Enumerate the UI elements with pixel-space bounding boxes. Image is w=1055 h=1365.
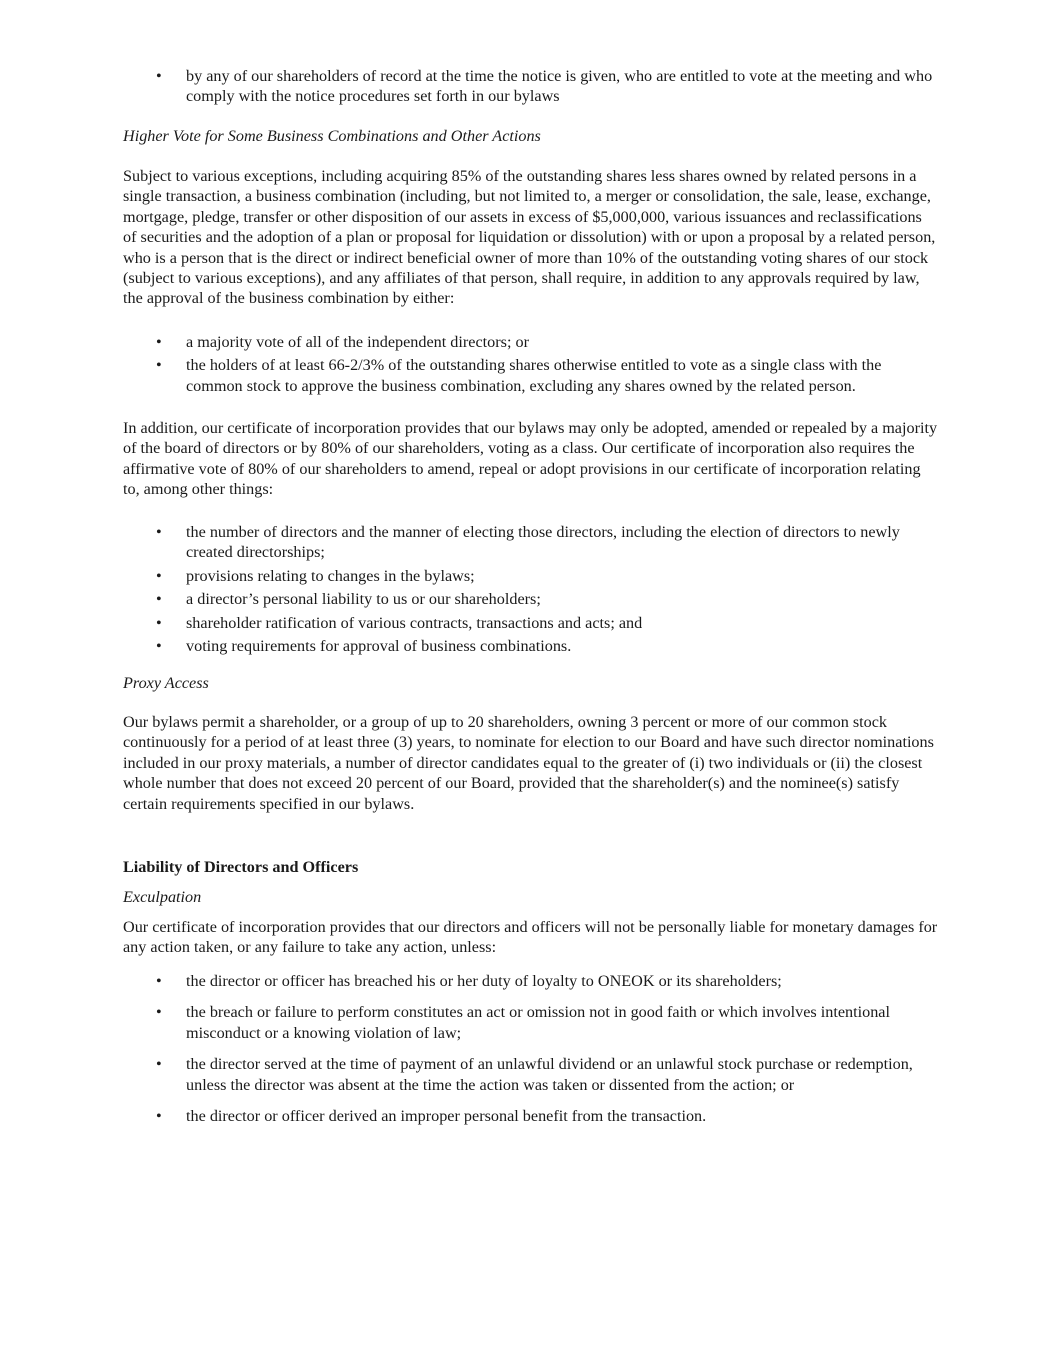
list-item — [123, 66, 938, 107]
proxy-access-paragraph: Our bylaws permit a shareholder, or a group of up to 20 shareholders, owning 3 percent or more of our common stock continuously for a period of at least three (3) years, to nominate for election to our Board and have such director nominations included in our proxy materials, a number of director candidates equal to the greater of (i) two individuals or (ii) the closest whole number that does not exceed 20 percent of our Board, provided that the shareholder(s) and the nominee(s) satisfy certain requirements specified in our bylaws. — [123, 713, 934, 813]
provisions-bullet-list — [123, 522, 938, 656]
list-item-text: provisions relating to changes in the bylaws; — [186, 566, 475, 585]
bullet-marker: • — [156, 613, 162, 632]
list-item-text: the breach or failure to perform constitutes an act or omission not in good faith or which involves intentional misconduct or a knowing violation of law; — [186, 1003, 890, 1042]
exculpation-bullet-list — [123, 971, 938, 1126]
list-item-text: voting requirements for approval of business combinations. — [186, 637, 572, 656]
bullet-marker: • — [156, 67, 162, 85]
business-combination-paragraph: Subject to various exceptions, including acquiring 85% of the outstanding shares less shares owned by related persons in a single transaction, a business combination (including, but not limited to, a merger or consolidation, the sale, lease, exchange, mortgage, pledge, transfer or other disposition of our assets in excess of $5,000,000, various issuances and reclassifications of securities and the adoption of a plan or proposal for liquidation or dissolution) with or upon a proposal by a related person, who is a person that is the direct or indirect beneficial owner of more than 10% of the outstanding voting shares of our stock (subject to various exceptions), and any affiliates of that person, shall require, in addition to any approvals required by law, the approval of the business combination by either: — [123, 167, 936, 308]
list-item — [123, 332, 938, 352]
bullet-marker: • — [156, 1107, 162, 1126]
bullet-marker: • — [156, 523, 162, 541]
list-item — [123, 589, 938, 609]
bullet-marker: • — [156, 566, 162, 585]
exculpation-paragraph: Our certificate of incorporation provides that our directors and officers will not be personally liable for monetary damages for any action taken, or any failure to take any action, unless: — [123, 918, 938, 957]
list-item — [123, 522, 938, 563]
list-item-text: the director or officer derived an improper personal benefit from the transaction. — [186, 1107, 707, 1126]
list-item-text: by any of our shareholders of record at the time the notice is given, who are entitled to vote at the meeting and who comply with the notice procedures set forth in our bylaws — [186, 67, 933, 106]
bylaws-amendment-paragraph: In addition, our certificate of incorporation provides that our bylaws may only be adopted, amended or repealed by a majority of the board of directors or by 80% of our shareholders, voting as a class. Our certificate of incorporation also requires the affirmative vote of 80% of our shareholders to amend, repeal or adopt provisions in our certificate of incorporation relating to, among other things: — [123, 419, 938, 499]
notice-bullet-list — [123, 66, 938, 107]
liability-section-heading: Liability of Directors and Officers — [123, 858, 359, 876]
bullet-marker: • — [156, 637, 162, 656]
list-item — [123, 566, 938, 586]
bullet-marker: • — [156, 1055, 162, 1074]
list-item — [123, 1002, 938, 1043]
bullet-marker: • — [156, 590, 162, 609]
list-item — [123, 1054, 938, 1095]
list-item — [123, 971, 938, 991]
list-item — [123, 636, 938, 656]
list-item-text: the number of directors and the manner of electing those directors, including the election of directors to newly created directorships; — [186, 523, 900, 562]
list-item-text: the director or officer has breached his or her duty of loyalty to ONEOK or its shareholders; — [186, 972, 782, 990]
bullet-marker: • — [156, 972, 162, 990]
list-item — [123, 1106, 938, 1126]
bullet-marker: • — [156, 356, 162, 375]
exculpation-heading: Exculpation — [123, 888, 202, 906]
list-item — [123, 613, 938, 633]
list-item-text: a majority vote of all of the independent directors; or — [186, 333, 529, 351]
proxy-access-heading: Proxy Access — [123, 674, 209, 692]
list-item-text: the holders of at least 66-2/3% of the outstanding shares otherwise entitled to vote as a single class with the common stock to approve the business combination, excluding any shares owned by the related person. — [186, 356, 882, 395]
bullet-marker: • — [156, 1003, 162, 1022]
bullet-marker: • — [156, 333, 162, 351]
list-item-text: a director’s personal liability to us or our shareholders; — [186, 590, 541, 609]
list-item — [123, 355, 938, 396]
higher-vote-heading: Higher Vote for Some Business Combinations and Other Actions — [123, 127, 541, 145]
approval-bullet-list — [123, 332, 938, 396]
list-item-text: the director served at the time of payment of an unlawful dividend or an unlawful stock purchase or redemption, unless the director was absent at the time the action was taken or dissented from the action; or — [186, 1055, 913, 1094]
list-item-text: shareholder ratification of various contracts, transactions and acts; and — [186, 613, 643, 632]
